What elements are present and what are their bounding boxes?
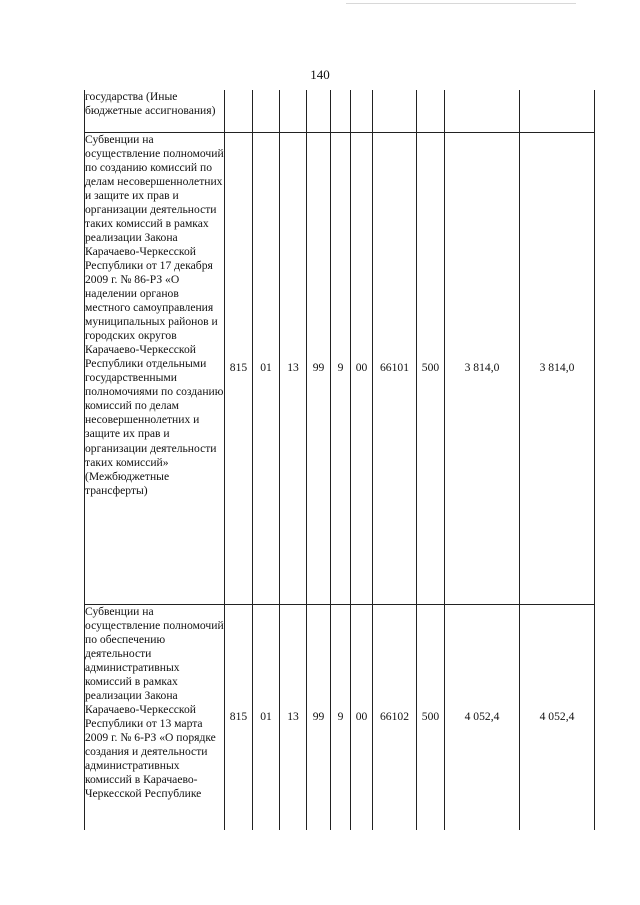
cell-amount-2: 4 052,4: [520, 604, 595, 830]
cell-ministry-code: [225, 90, 253, 132]
cell-expense-type: 500: [417, 604, 445, 830]
table-row: [85, 90, 595, 132]
row-description: Субвенции на осуществление полномочий по обеспечению деятельности административных комиссий в рамках реализации Закона Карачаево-Черкесской Республики от 13 марта 2009 г. № 6-РЗ «О порядке создания и деятельности административных комиссий в Карачаево-Черкесской Республике: [85, 604, 225, 830]
page-number: 140: [310, 67, 330, 82]
cell-subprogram: 9: [331, 604, 351, 830]
cell-section: 01: [253, 132, 280, 604]
row-description: государства (Иные бюджетные ассигнования): [85, 90, 225, 132]
cell-amount-1: [445, 90, 520, 132]
cell-direction: 66101: [373, 132, 417, 604]
scan-edge-mark: [346, 3, 576, 4]
table-row: [85, 604, 595, 830]
cell-ministry-code: 815: [225, 604, 253, 830]
cell-event: 00: [351, 604, 373, 830]
cell-section: [253, 90, 280, 132]
cell-event: [351, 90, 373, 132]
row-description: Субвенции на осуществление полномочий по созданию комиссий по делам несовершеннолетних и защите их прав и организации деятельности таких комиссий в рамках реализации Закона Карачаево-Черкесской Республики от 17 декабря 2009 г. № 86-РЗ «О наделении органов местного самоуправления муниципальных районов и городских округов Карачаево-Черкесской Республики отдельными государственными полномочиями по созданию комиссий по делам несовершеннолетних и защите их прав и организации деятельности таких комиссий» (Межбюджетные трансферты): [85, 132, 225, 604]
cell-expense-type: 500: [417, 132, 445, 604]
cell-program: [307, 90, 331, 132]
cell-program: 99: [307, 604, 331, 830]
cell-amount-2: 3 814,0: [520, 132, 595, 604]
budget-table: [84, 90, 595, 830]
cell-subsection: 13: [280, 604, 307, 830]
cell-ministry-code: 815: [225, 132, 253, 604]
cell-subsection: 13: [280, 132, 307, 604]
cell-program: 99: [307, 132, 331, 604]
cell-subprogram: 9: [331, 132, 351, 604]
cell-event: 00: [351, 132, 373, 604]
cell-amount-1: 4 052,4: [445, 604, 520, 830]
cell-subsection: [280, 90, 307, 132]
cell-section: 01: [253, 604, 280, 830]
cell-direction: [373, 90, 417, 132]
cell-amount-2: [520, 90, 595, 132]
cell-subprogram: [331, 90, 351, 132]
cell-direction: 66102: [373, 604, 417, 830]
cell-amount-1: 3 814,0: [445, 132, 520, 604]
table-row: [85, 132, 595, 604]
cell-expense-type: [417, 90, 445, 132]
